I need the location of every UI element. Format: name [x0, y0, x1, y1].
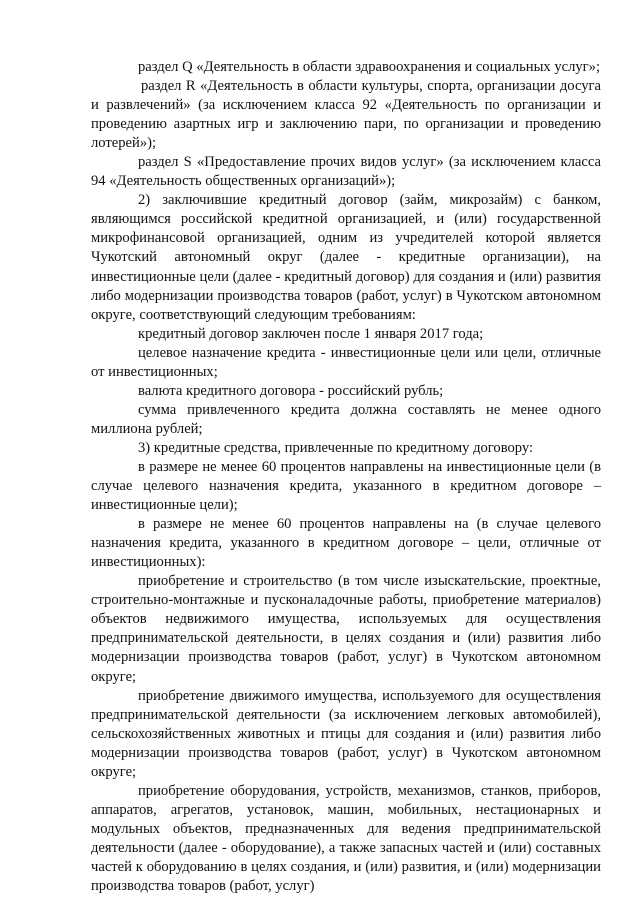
paragraph-section-q: раздел Q «Деятельность в области здравоохранения и социальных услуг»;: [138, 59, 601, 75]
paragraph-movable-property: приобретение движимого имущества, используемого для осуществления предпринимательской деятельности (за исключением легковых автомобилей), сельскохозяйственных животных и птицы для создания и (или) развития либо модернизации производства товаров (работ, услуг) в Чукотском автономном округе;: [91, 687, 601, 780]
document-page: [91, 58, 601, 896]
paragraph-requirement-currency: валюта кредитного договора - российский рубль;: [138, 382, 444, 399]
paragraph-requirement-purpose: целевое назначение кредита - инвестиционные цели или цели, отличные от инвестиционных;: [91, 344, 601, 380]
paragraph-item-2: 2) заключившие кредитный договор (займ, микрозайм) с банком, являющимся российской кредитной организацией, и (или) государственной микрофинансовой организацией, одним из учредителей которой является Чукотский автономный округ (далее - кредитные организации), на инвестиционные цели (далее - кредитный договор) для создания и (или) развития либо модернизации производства товаров (работ, услуг) в Чукотском автономном округе, соответствующий следующим требованиям:: [91, 192, 601, 323]
paragraph-real-estate: приобретение и строительство (в том числе изыскательские, проектные, строительно-монтажные и пусконаладочные работы, приобретение материалов) объектов недвижимого имущества, используемых для осуществления предпринимательской деятельности, в целях создания и (или) развития либо модернизации производства товаров (работ, услуг) в Чукотском автономном округе;: [91, 573, 601, 685]
paragraph-requirement-amount: сумма привлеченного кредита должна составлять не менее одного миллиона рублей;: [91, 401, 601, 437]
paragraph-section-r: раздел R «Деятельность в области культуры, спорта, организации досуга и развлечений» (за исключением класса 92 «Деятельность по организации и проведению азартных игр и заключению пари, по организации и проведению лотерей»);: [91, 78, 601, 152]
paragraph-item-3: 3) кредитные средства, привлеченные по кредитному договору:: [138, 439, 534, 456]
paragraph-equipment: приобретение оборудования, устройств, механизмов, станков, приборов, аппаратов, агрегатов, установок, машин, мобильных, нестационарных и модульных объектов, предназначенных для ведения предпринимательской деятельности (далее - оборудование), а также запасных частей и (или) составных частей к оборудованию в целях создания, и (или) развития, и (или) модернизации производства товаров (работ, услуг): [91, 782, 601, 895]
paragraph-other-share: в размере не менее 60 процентов направлены на (в случае целевого назначения кредита, указанного в кредитном договоре – цели, отличные от инвестиционных):: [91, 516, 601, 571]
paragraph-section-s: раздел S «Предоставление прочих видов услуг» (за исключением класса 94 «Деятельность общественных организаций»);: [91, 154, 601, 190]
paragraph-investment-share: в размере не менее 60 процентов направлены на инвестиционные цели (в случае целевого назначения кредита, указанного в кредитном договоре – инвестиционные цели);: [91, 458, 601, 514]
paragraph-requirement-date: кредитный договор заключен после 1 января 2017 года;: [138, 325, 484, 342]
